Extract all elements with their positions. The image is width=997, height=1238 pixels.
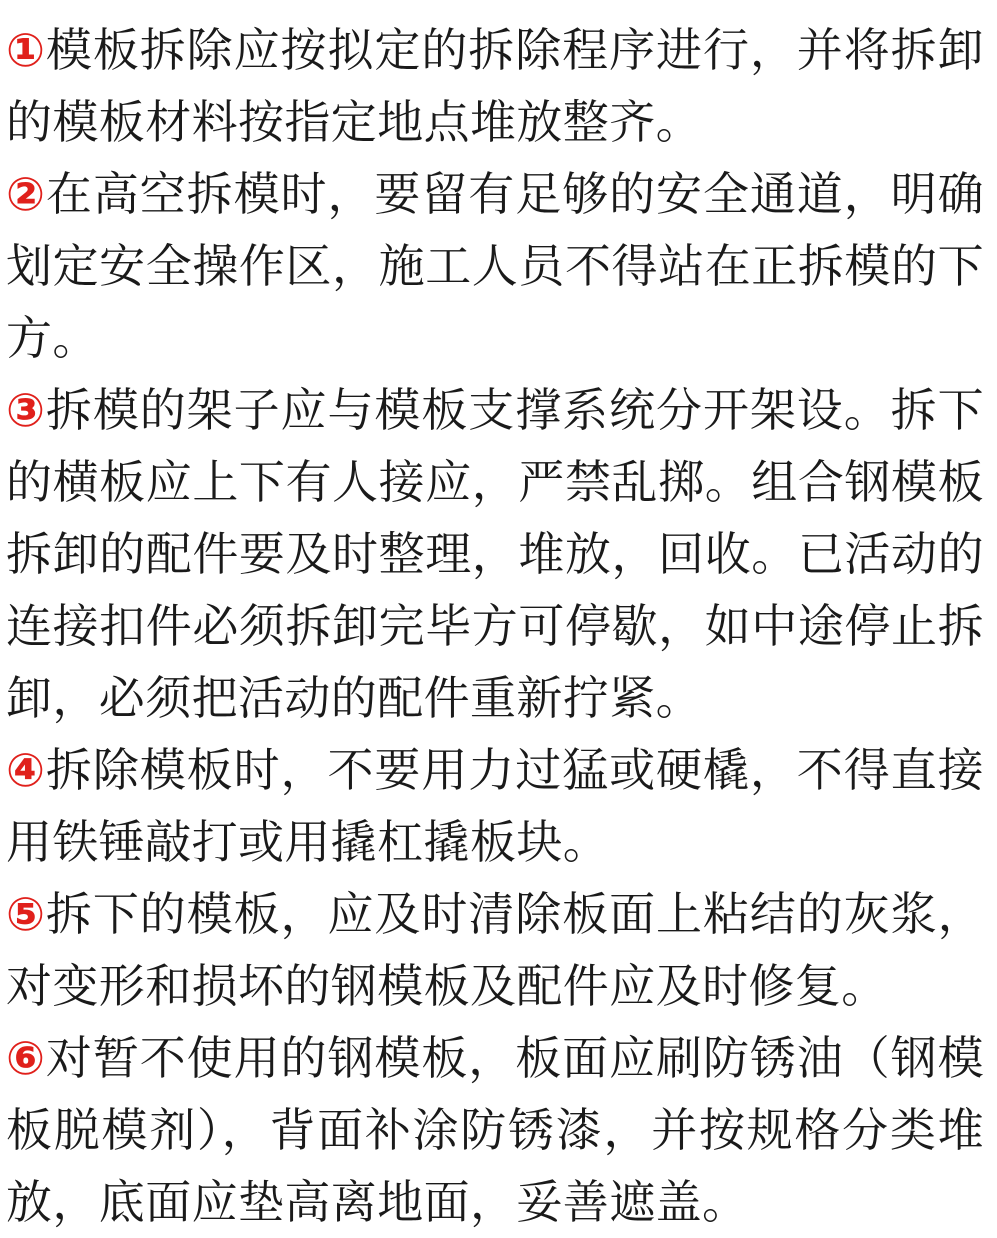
document-body [6, 14, 984, 1238]
item-text-4: 拆除模板时，不要用力过猛或硬橇，不得直接用铁锤敲打或用撬杠撬板块。 [6, 743, 984, 869]
item-text-3: 拆模的架子应与模板支撑系统分开架设。拆下的横板应上下有人接应，严禁乱掷。组合钢模板拆卸的配件要及时整理，堆放，回收。已活动的连接扣件必须拆卸完毕方可停歇，如中途停止拆卸，必须把活动的配件重新拧紧。 [6, 383, 984, 725]
item-number-5: ⑤ [6, 887, 46, 941]
list-item-2 [6, 158, 984, 374]
item-number-3: ③ [6, 383, 46, 437]
item-text-2: 在高空拆模时，要留有足够的安全通道，明确划定安全操作区，施工人员不得站在正拆模的下方。 [6, 167, 984, 365]
item-number-1: ① [6, 23, 46, 77]
list-item-6 [6, 1022, 984, 1238]
list-item-4 [6, 734, 984, 878]
item-text-1: 模板拆除应按拟定的拆除程序进行，并将拆卸的模板材料按指定地点堆放整齐。 [6, 23, 984, 149]
list-item-1 [6, 14, 984, 158]
list-item-3 [6, 374, 984, 734]
item-text-5: 拆下的模板，应及时清除板面上粘结的灰浆，对变形和损坏的钢模板及配件应及时修复。 [6, 887, 984, 1013]
item-number-6: ⑥ [6, 1031, 46, 1085]
item-text-6: 对暂不使用的钢模板，板面应刷防锈油（钢模板脱模剂），背面补涂防锈漆，并按规格分类堆放，底面应垫高离地面，妥善遮盖。 [6, 1031, 984, 1229]
item-number-2: ② [6, 167, 46, 221]
item-number-4: ④ [6, 743, 46, 797]
list-item-5 [6, 878, 984, 1022]
